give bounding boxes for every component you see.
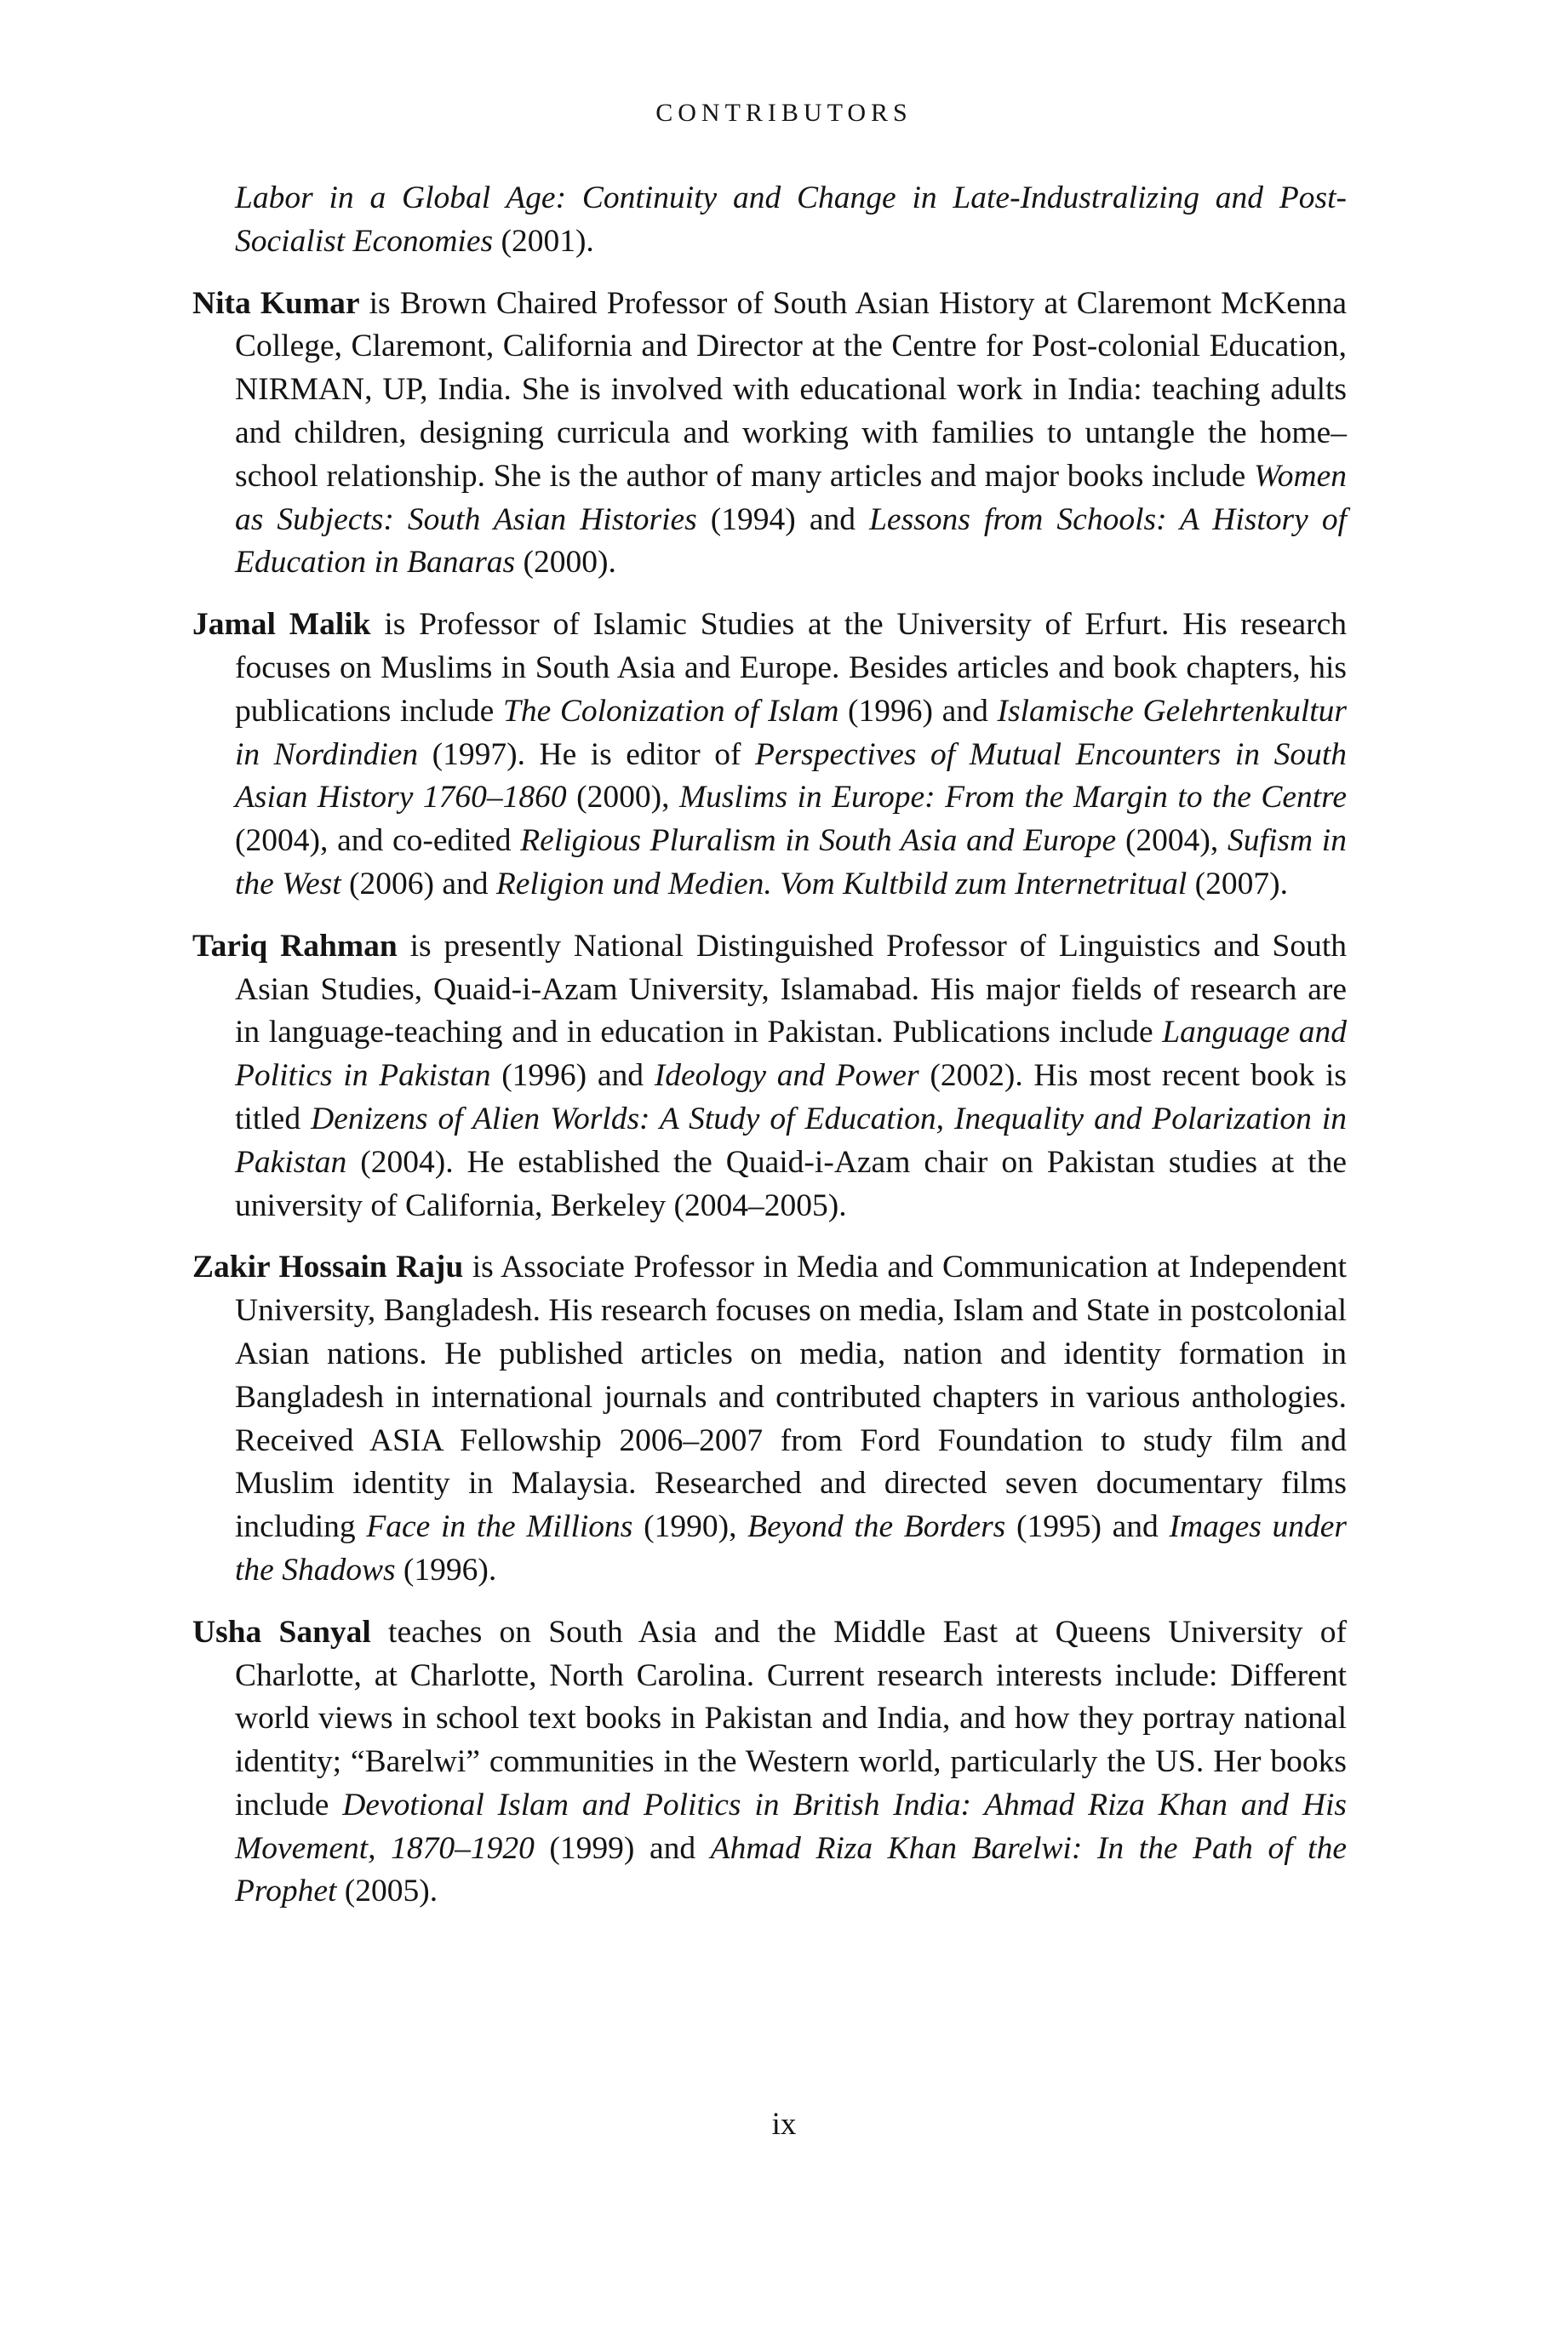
publication-title: Lessons from Schools: A History of Education in Banaras — [235, 501, 1347, 581]
publication-title: Religion und Medien. Vom Kultbild zum Internetritual — [495, 866, 1187, 901]
contributor-entry-continuation — [192, 177, 1347, 264]
publication-title: Women as Subjects: South Asian Histories — [235, 458, 1347, 537]
publication-title: Images under the Shadows — [235, 1509, 1348, 1588]
publication-title: Beyond the Borders — [747, 1509, 1006, 1545]
publication-title: Language and Politics in Pakistan — [235, 1015, 1347, 1094]
publication-title: Face in the Millions — [366, 1509, 633, 1545]
body-text: (1995) and — [1005, 1509, 1170, 1545]
body-text: (1996). — [395, 1552, 497, 1588]
body-text: (2007). — [1187, 866, 1289, 901]
contributor-entry-nita-kumar — [192, 283, 1347, 586]
body-text: (2006) and — [340, 866, 496, 901]
contributor-name: Jamal Malik — [192, 607, 371, 643]
contributor-entry-jamal-malik — [192, 604, 1347, 907]
contributor-name: Usha Sanyal — [192, 1614, 371, 1650]
running-head: CONTRIBUTORS — [655, 99, 913, 127]
body-text: is Professor of Islamic Studies at the University of Erfurt. His research focuses on Muslims in South Asia and Europe. Besides articles and book chapters, his publications include — [235, 607, 1347, 729]
publication-title: Religious Pluralism in South Asia and Europe — [520, 823, 1117, 859]
publication-title: Perspectives of Mutual Encounters in South Asian History 1760–1860 — [235, 736, 1347, 815]
body-text: is presently National Distinguished Professor of Linguistics and South Asian Studies, Quaid-i-Azam University, Islamabad. His major fields of research are in language-teaching and in education in Pakistan. Publications include — [235, 928, 1347, 1050]
publication-title: Devotional Islam and Politics in British India: Ahmad Riza Khan and His Movement, 1870–1920 — [235, 1787, 1347, 1866]
publication-title: Islamische Gelehrtenkultur in Nordindien — [235, 693, 1348, 772]
contributor-name: Tariq Rahman — [192, 928, 398, 964]
body-text: (1999) and — [534, 1830, 711, 1866]
publication-title: Sufism in the West — [235, 823, 1347, 901]
body-text: (2004), and co-edited — [235, 823, 521, 859]
contributor-entry-zakir-hossain-raju — [192, 1246, 1347, 1592]
contributor-entry-usha-sanyal — [192, 1611, 1347, 1914]
body-text: (2005). — [336, 1874, 438, 1909]
publication-title: Muslims in Europe: From the Margin to the Centre — [678, 780, 1347, 815]
body-text: (1996) and — [838, 693, 998, 729]
contributor-entry-tariq-rahman — [192, 925, 1347, 1228]
publication-title: Denizens of Alien Worlds: A Study of Education, Inequality and Polarization in Pakistan — [235, 1101, 1347, 1180]
body-text: is Associate Professor in Media and Communication at Independent University, Bangladesh. His research focuses on media, Islam and State in postcolonial Asian nations. He published articles on media, nation and identity formation in Bangladesh in international journals and contributed chapters in various anthologies. Received ASIA Fellowship 2006–2007 from Ford Foundation to study film and Muslim identity in Malaysia. Researched and directed seven documentary films including — [235, 1250, 1347, 1545]
body-text: (2000). — [515, 545, 616, 581]
contributors-list — [192, 177, 1347, 1932]
body-text: (2000), — [566, 780, 679, 815]
body-text: is Brown Chaired Professor of South Asian History at Claremont McKenna College, Claremont, California and Director at the Centre for Post-colonial Education, NIRMAN, UP, India. She is involved with educational work in India: teaching adults and children, designing curricula and working with families to untangle the home–school relationship. She is the author of many articles and major books include — [235, 285, 1347, 494]
body-text: (1997). He is editor of — [418, 736, 756, 772]
body-text: (2002). His most recent book is titled — [235, 1058, 1347, 1136]
publication-title: The Colonization of Islam — [502, 693, 839, 729]
publication-title: Ideology and Power — [654, 1058, 919, 1094]
contributor-name: Nita Kumar — [192, 285, 360, 321]
body-text: (1994) and — [696, 501, 870, 537]
body-text: (1996) and — [490, 1058, 655, 1094]
body-text: (1990), — [632, 1509, 748, 1545]
body-text: (2004). He established the Quaid-i-Azam chair on Pakistan studies at the university of California, Berkeley (2004–2005). — [235, 1144, 1347, 1223]
contributor-name: Zakir Hossain Raju — [192, 1250, 464, 1285]
body-text: (2001). — [493, 223, 594, 259]
body-text: teaches on South Asia and the Middle East at Queens University of Charlotte, at Charlotte, North Carolina. Current research interests include: Different world views in school text books in Pakistan and India, and how they portray national identity; “Barelwi” communities in the Western world, particularly the US. Her books include — [235, 1614, 1347, 1823]
body-text: (2004), — [1116, 823, 1228, 859]
publication-title: Ahmad Riza Khan Barelwi: In the Path of the Prophet — [235, 1830, 1347, 1909]
publication-title: Labor in a Global Age: Continuity and Change in Late-Industralizing and Post-Socialist Economies — [235, 180, 1347, 259]
page-number: ix — [771, 2107, 797, 2142]
